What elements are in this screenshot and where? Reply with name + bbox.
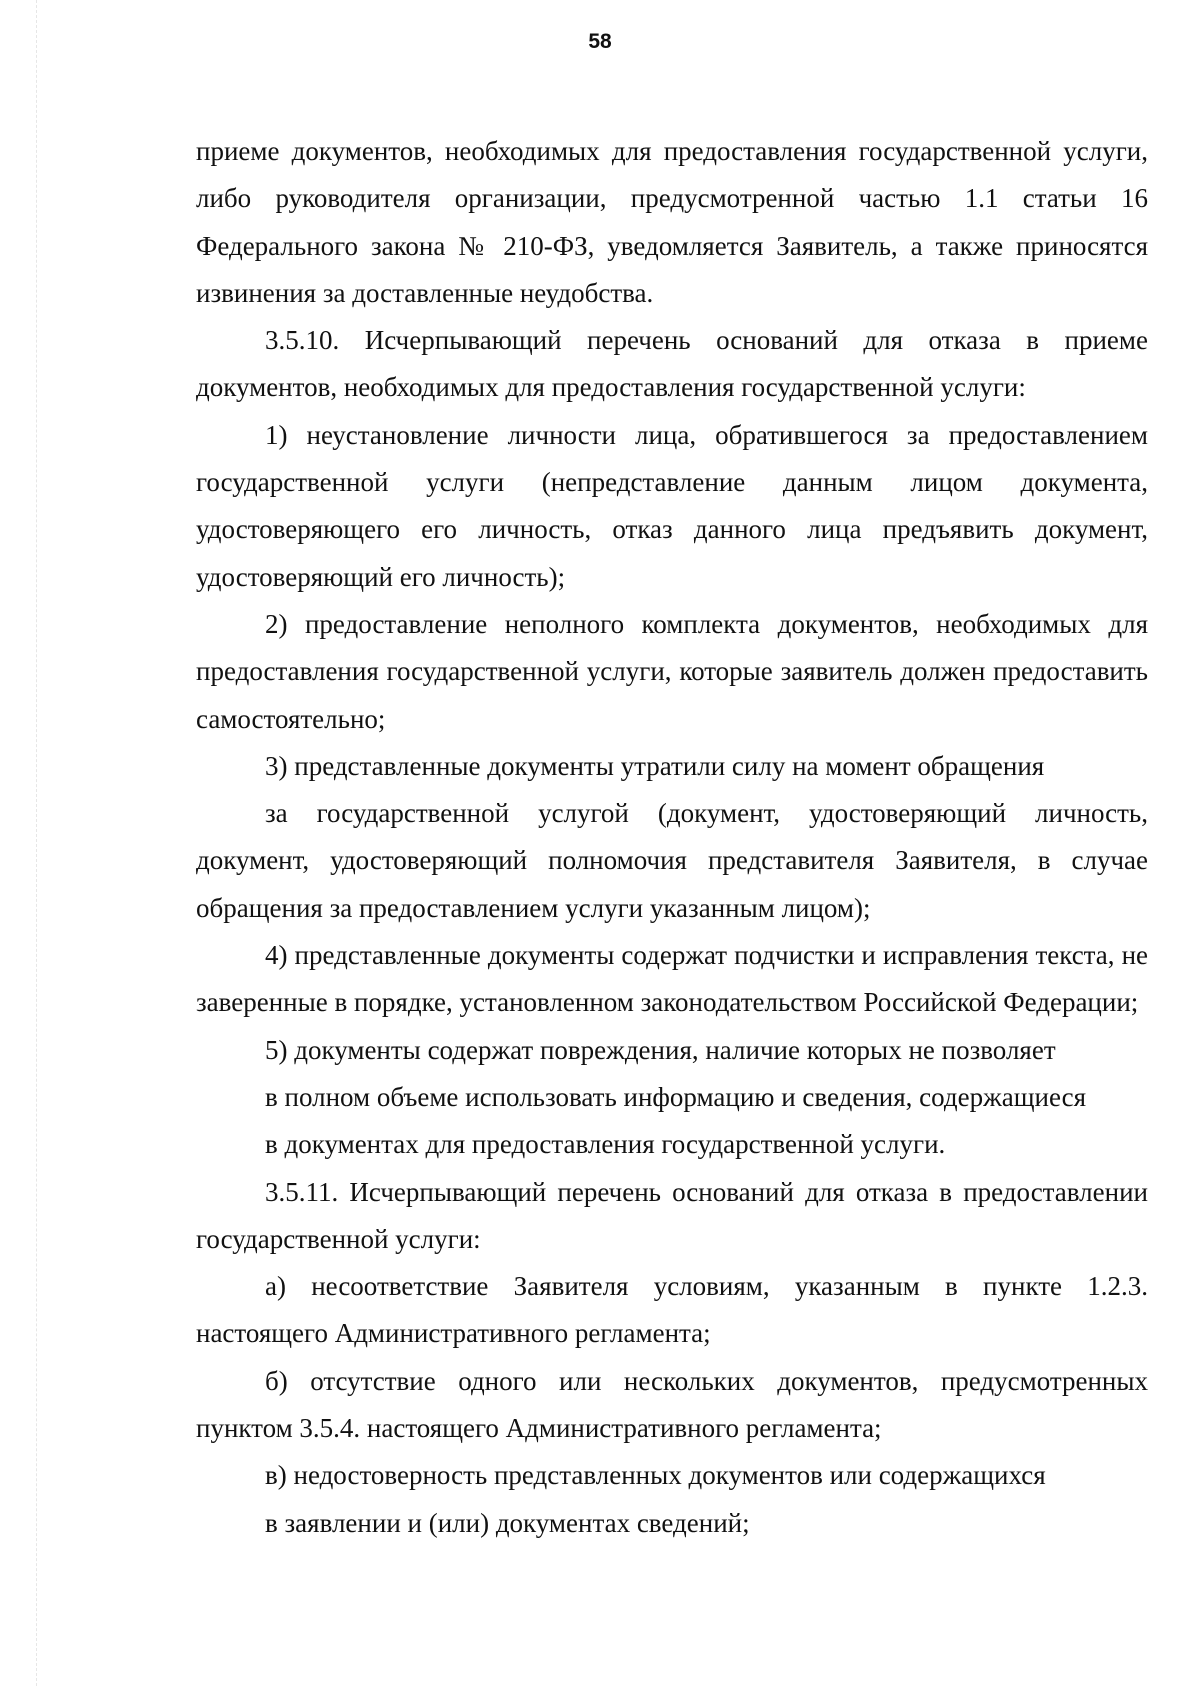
list-item-v-line-2: в заявлении и (или) документах сведений;: [265, 1507, 750, 1538]
list-item-5-line-2: в полном объеме использовать информацию и сведения, содержащиеся: [265, 1081, 1087, 1112]
list-item-2: 2) предоставление неполного комплекта документов, необходимых для предоставления государственной услуги, которые заявитель должен предоставить самостоятельно;: [196, 608, 1148, 734]
list-item-v-line-1: в) недостоверность представленных документов или содержащихся: [265, 1460, 1046, 1491]
document-body: [196, 128, 1148, 1547]
list-item-4: 4) представленные документы содержат подчистки и исправления текста, не заверенные в порядке, установленном законодательством Российской Федерации;: [196, 940, 1148, 1018]
list-item-1: 1) неустановление личности лица, обратившегося за предоставлением государственной услуги (непредставление данным лицом документа, удостоверяющего его личность, отказ данного лица предъявить документ, удостоверяющий его личность);: [196, 419, 1148, 592]
list-item-b: б) отсутствие одного или нескольких документов, предусмотренных пунктом 3.5.4. настоящего Административного регламента;: [196, 1365, 1148, 1444]
paragraph-continuation: приеме документов, необходимых для предоставления государственной услуги, либо руководителя организации, предусмотренной частью 1.1 статьи 16 Федерального закона № 210-ФЗ, уведомляется Заявитель, а также приносятся извинения за доставленные неудобства.: [196, 136, 1148, 308]
scan-edge-mark: [36, 0, 38, 1686]
paragraph-3-5-10: 3.5.10. Исчерпывающий перечень оснований для отказа в приеме документов, необходимых для предоставления государственной услуги:: [196, 325, 1148, 403]
paragraph-3-5-11: 3.5.11. Исчерпывающий перечень оснований для отказа в предоставлении государственной услуги:: [196, 1176, 1148, 1254]
list-item-a: а) несоответствие Заявителя условиям, указанным в пункте 1.2.3. настоящего Административного регламента;: [196, 1271, 1148, 1349]
list-item-5-line-3: в документах для предоставления государственной услуги.: [265, 1129, 946, 1160]
list-item-3-continuation: за государственной услугой (документ, удостоверяющий личность, документ, удостоверяющий полномочия представителя Заявителя, в случае обращения за предоставлением услуги указанным лицом);: [196, 798, 1148, 923]
list-item-3-line-1: 3) представленные документы утратили силу на момент обращения: [265, 750, 1045, 781]
page-number: 58: [588, 30, 612, 53]
list-item-5-line-1: 5) документы содержат повреждения, наличие которых не позволяет: [265, 1034, 1056, 1065]
